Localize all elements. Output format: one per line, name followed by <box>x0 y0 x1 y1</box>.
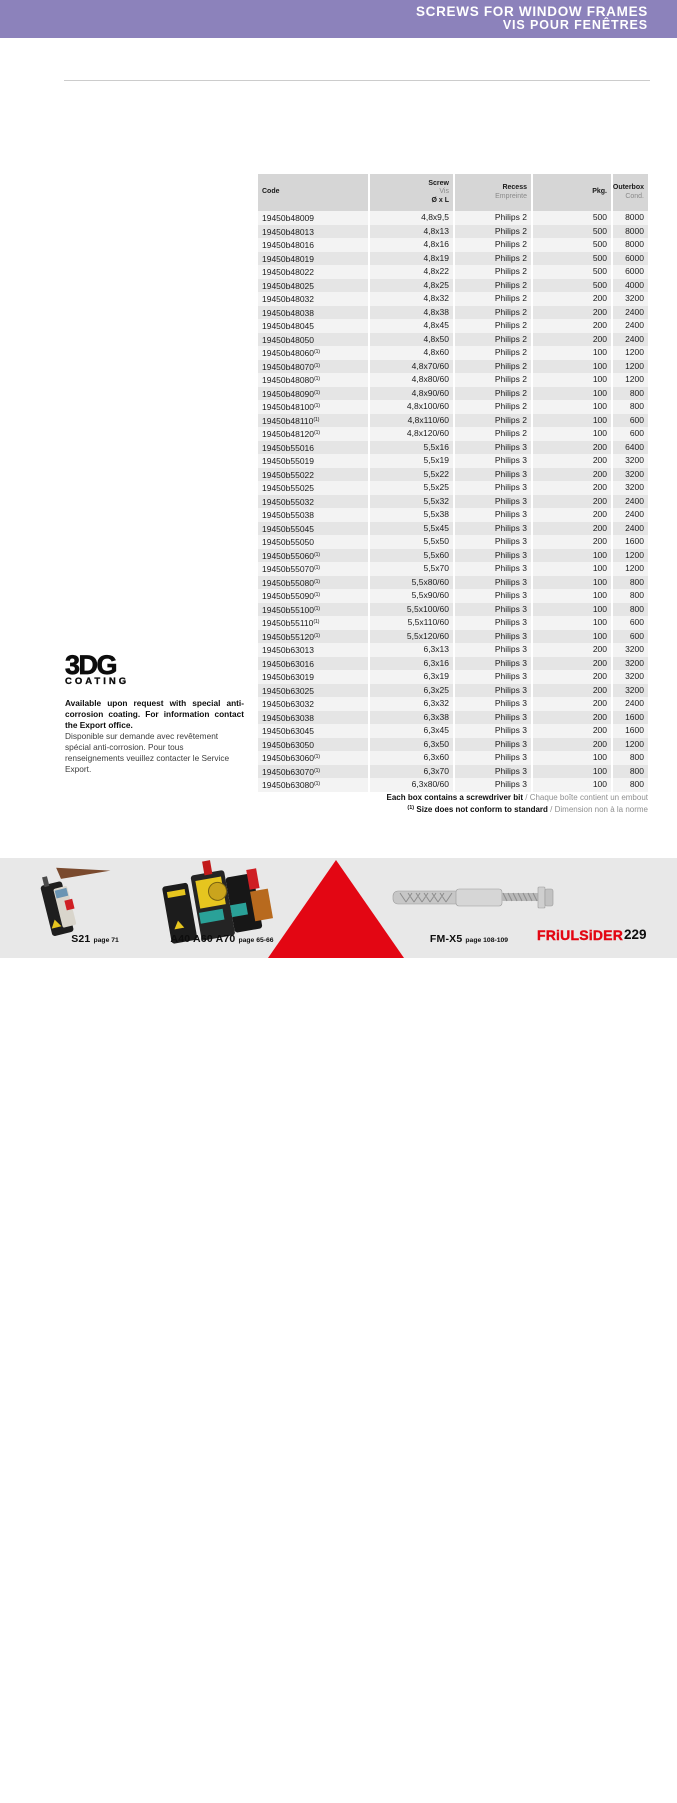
cell-pkg: 200 <box>533 441 613 455</box>
cell-pkg: 100 <box>533 360 613 374</box>
divider-line <box>64 80 650 81</box>
cell-recess: Philips 3 <box>455 657 533 671</box>
cell-outerbox: 800 <box>613 603 648 617</box>
cell-screw-size: 4,8x25 <box>370 279 455 293</box>
cell-pkg: 500 <box>533 225 613 239</box>
cell-screw-size: 4,8x32 <box>370 292 455 306</box>
table-row <box>258 373 648 387</box>
table-row <box>258 306 648 320</box>
cell-recess: Philips 2 <box>455 279 533 293</box>
cell-pkg: 500 <box>533 238 613 252</box>
cell-pkg: 100 <box>533 576 613 590</box>
cell-screw-size: 4,8x60 <box>370 346 455 360</box>
table-row <box>258 643 648 657</box>
cell-recess: Philips 3 <box>455 522 533 536</box>
cell-outerbox: 800 <box>613 778 648 792</box>
cell-recess: Philips 3 <box>455 724 533 738</box>
cell-code: 19450b55090$^{(1)}$ <box>258 589 370 603</box>
page-number: 229 <box>624 927 647 942</box>
table-row <box>258 279 648 293</box>
cell-code: 19450b55038 <box>258 508 370 522</box>
cell-screw-size: 4,8x22 <box>370 265 455 279</box>
cell-screw-size: 5,5x60 <box>370 549 455 563</box>
cell-pkg: 200 <box>533 454 613 468</box>
cell-screw-size: 5,5x38 <box>370 508 455 522</box>
cell-pkg: 200 <box>533 468 613 482</box>
cell-screw-size: 4,8x50 <box>370 333 455 347</box>
cell-recess: Philips 3 <box>455 549 533 563</box>
page-header <box>0 0 677 38</box>
cell-outerbox: 8000 <box>613 238 648 252</box>
cell-recess: Philips 2 <box>455 387 533 401</box>
cell-outerbox: 800 <box>613 400 648 414</box>
cell-screw-size: 4,8x70/60 <box>370 360 455 374</box>
cell-code: 19450b48019 <box>258 252 370 266</box>
cell-pkg: 500 <box>533 252 613 266</box>
cell-code: 19450b55060$^{(1)}$ <box>258 549 370 563</box>
cell-pkg: 100 <box>533 751 613 765</box>
table-row <box>258 711 648 725</box>
cell-recess: Philips 2 <box>455 414 533 428</box>
cell-screw-size: 6,3x70 <box>370 765 455 779</box>
cell-screw-size: 6,3x32 <box>370 697 455 711</box>
cell-screw-size: 4,8x120/60 <box>370 427 455 441</box>
cell-outerbox: 1600 <box>613 724 648 738</box>
cell-recess: Philips 3 <box>455 643 533 657</box>
cell-recess: Philips 2 <box>455 238 533 252</box>
cell-pkg: 100 <box>533 562 613 576</box>
cell-recess: Philips 2 <box>455 306 533 320</box>
cell-code: 19450b63070$^{(1)}$ <box>258 765 370 779</box>
cell-code: 19450b48045 <box>258 319 370 333</box>
table-row <box>258 684 648 698</box>
cell-pkg: 200 <box>533 657 613 671</box>
cell-recess: Philips 2 <box>455 400 533 414</box>
table-row <box>258 319 648 333</box>
page-title-block <box>416 6 648 31</box>
cell-outerbox: 1200 <box>613 562 648 576</box>
footnote-size-standard: $^{(1)}$ Size does not conform to standard / Dimension non à la norme <box>387 803 648 815</box>
cell-pkg: 200 <box>533 319 613 333</box>
table-row <box>258 724 648 738</box>
cell-code: 19450b55019 <box>258 454 370 468</box>
table-body <box>258 211 648 792</box>
page-title: SCREWS FOR WINDOW FRAMES <box>416 6 648 18</box>
table-row <box>258 697 648 711</box>
cell-pkg: 100 <box>533 400 613 414</box>
cell-recess: Philips 2 <box>455 333 533 347</box>
cell-recess: Philips 2 <box>455 292 533 306</box>
table-row <box>258 549 648 563</box>
table-row <box>258 778 648 792</box>
cell-pkg: 100 <box>533 549 613 563</box>
cell-screw-size: 5,5x50 <box>370 535 455 549</box>
table-row <box>258 238 648 252</box>
cell-code: 19450b63019 <box>258 670 370 684</box>
cell-code: 19450b55080$^{(1)}$ <box>258 576 370 590</box>
cell-code: 19450b48060$^{(1)}$ <box>258 346 370 360</box>
recommend-line-1: WE ALSO <box>276 1761 396 1772</box>
cell-screw-size: 5,5x25 <box>370 481 455 495</box>
col-header-code: Code <box>258 174 370 211</box>
cell-code: 19450b55050 <box>258 535 370 549</box>
table-row <box>258 387 648 401</box>
cell-code: 19450b48009 <box>258 211 370 225</box>
cell-pkg: 100 <box>533 427 613 441</box>
cell-pkg: 200 <box>533 684 613 698</box>
cell-pkg: 200 <box>533 495 613 509</box>
cell-screw-size: 4,8x13 <box>370 225 455 239</box>
s21-product-image <box>37 858 123 937</box>
col-header-outerbox: Outerbox Cond. <box>613 174 648 211</box>
cell-outerbox: 3200 <box>613 670 648 684</box>
cell-pkg: 100 <box>533 778 613 792</box>
table-row <box>258 225 648 239</box>
cell-pkg: 200 <box>533 711 613 725</box>
cell-outerbox: 2400 <box>613 306 648 320</box>
cell-code: 19450b55110$^{(1)}$ <box>258 616 370 630</box>
recommend-line-2: RECOMMEND <box>276 1772 396 1783</box>
cell-screw-size: 6,3x13 <box>370 643 455 657</box>
cell-screw-size: 5,5x80/60 <box>370 576 455 590</box>
cell-screw-size: 4,8x45 <box>370 319 455 333</box>
cell-pkg: 200 <box>533 697 613 711</box>
table-header-row <box>258 174 648 211</box>
table-row <box>258 630 648 644</box>
cell-screw-size: 5,5x32 <box>370 495 455 509</box>
cell-code: 19450b55100$^{(1)}$ <box>258 603 370 617</box>
table-row <box>258 603 648 617</box>
cell-screw-size: 6,3x25 <box>370 684 455 698</box>
table-row <box>258 522 648 536</box>
cell-outerbox: 1200 <box>613 360 648 374</box>
cell-screw-size: 6,3x38 <box>370 711 455 725</box>
cell-code: 19450b63038 <box>258 711 370 725</box>
footnote-screwdriver-bit: Each box contains a screwdriver bit / Chaque boîte contient un embout <box>387 792 648 803</box>
cell-outerbox: 2400 <box>613 522 648 536</box>
cell-screw-size: 5,5x120/60 <box>370 630 455 644</box>
cell-outerbox: 2400 <box>613 319 648 333</box>
cell-outerbox: 3200 <box>613 454 648 468</box>
col-header-pkg: Pkg. <box>533 174 613 211</box>
table-row <box>258 427 648 441</box>
cell-pkg: 500 <box>533 211 613 225</box>
cell-recess: Philips 2 <box>455 373 533 387</box>
cell-outerbox: 2400 <box>613 697 648 711</box>
table-row <box>258 211 648 225</box>
cell-code: 19450b48110$^{(1)}$ <box>258 414 370 428</box>
cell-recess: Philips 3 <box>455 454 533 468</box>
cell-recess: Philips 3 <box>455 711 533 725</box>
fm-x5-product-label: FM-X5 page 108-109 <box>409 929 529 947</box>
table-row <box>258 562 648 576</box>
cell-code: 19450b55016 <box>258 441 370 455</box>
cell-code: 19450b55070$^{(1)}$ <box>258 562 370 576</box>
cell-screw-size: 5,5x45 <box>370 522 455 536</box>
cell-outerbox: 800 <box>613 765 648 779</box>
cell-code: 19450b48050 <box>258 333 370 347</box>
cell-outerbox: 600 <box>613 630 648 644</box>
cell-outerbox: 3200 <box>613 657 648 671</box>
cell-code: 19450b63045 <box>258 724 370 738</box>
cell-pkg: 200 <box>533 292 613 306</box>
cell-recess: Philips 3 <box>455 778 533 792</box>
coating-logo: 3DG <box>65 654 244 676</box>
cell-outerbox: 3200 <box>613 643 648 657</box>
cell-recess: Philips 3 <box>455 697 533 711</box>
cell-screw-size: 6,3x50 <box>370 738 455 752</box>
cell-pkg: 100 <box>533 765 613 779</box>
friulsider-logo: FRiULSiDER <box>537 927 623 943</box>
cell-pkg: 100 <box>533 589 613 603</box>
cell-pkg: 200 <box>533 670 613 684</box>
cell-code: 19450b48022 <box>258 265 370 279</box>
cell-code: 19450b63016 <box>258 657 370 671</box>
col-header-screw: Screw Vis Ø x L <box>370 174 455 211</box>
table-row <box>258 441 648 455</box>
cell-recess: Philips 2 <box>455 265 533 279</box>
cell-outerbox: 2400 <box>613 495 648 509</box>
table-row <box>258 346 648 360</box>
cell-outerbox: 8000 <box>613 225 648 239</box>
cell-recess: Philips 2 <box>455 225 533 239</box>
cell-recess: Philips 3 <box>455 481 533 495</box>
table-row <box>258 738 648 752</box>
cell-outerbox: 6400 <box>613 441 648 455</box>
cell-pkg: 200 <box>533 508 613 522</box>
cell-screw-size: 4,8x16 <box>370 238 455 252</box>
cell-code: 19450b55045 <box>258 522 370 536</box>
cell-screw-size: 4,8x90/60 <box>370 387 455 401</box>
cell-outerbox: 4000 <box>613 279 648 293</box>
table-row <box>258 589 648 603</box>
cell-recess: Philips 3 <box>455 603 533 617</box>
cell-pkg: 200 <box>533 535 613 549</box>
cell-screw-size: 6,3x60 <box>370 751 455 765</box>
cell-outerbox: 6000 <box>613 265 648 279</box>
cell-screw-size: 5,5x16 <box>370 441 455 455</box>
cell-recess: Philips 3 <box>455 738 533 752</box>
cell-pkg: 100 <box>533 414 613 428</box>
cell-outerbox: 3200 <box>613 481 648 495</box>
cell-outerbox: 800 <box>613 387 648 401</box>
cell-recess: Philips 3 <box>455 468 533 482</box>
cell-recess: Philips 2 <box>455 346 533 360</box>
product-table <box>258 174 648 792</box>
cell-recess: Philips 3 <box>455 751 533 765</box>
cell-screw-size: 4,8x19 <box>370 252 455 266</box>
cell-screw-size: 4,8x80/60 <box>370 373 455 387</box>
cell-screw-size: 5,5x110/60 <box>370 616 455 630</box>
cell-outerbox: 3200 <box>613 468 648 482</box>
cell-code: 19450b63050 <box>258 738 370 752</box>
cell-code: 19450b55025 <box>258 481 370 495</box>
cell-screw-size: 5,5x100/60 <box>370 603 455 617</box>
cell-recess: Philips 3 <box>455 535 533 549</box>
cell-pkg: 100 <box>533 387 613 401</box>
cell-recess: Philips 3 <box>455 576 533 590</box>
recommend-line-3: CONSEILS <box>276 1782 396 1793</box>
cell-code: 19450b48120$^{(1)}$ <box>258 427 370 441</box>
cell-recess: Philips 3 <box>455 508 533 522</box>
cell-pkg: 200 <box>533 481 613 495</box>
cell-screw-size: 4,8x38 <box>370 306 455 320</box>
cell-recess: Philips 3 <box>455 495 533 509</box>
cell-code: 19450b48016 <box>258 238 370 252</box>
page-subtitle: VIS POUR FENÊTRES <box>416 19 648 31</box>
table-row <box>258 495 648 509</box>
cell-recess: Philips 2 <box>455 319 533 333</box>
cell-recess: Philips 2 <box>455 360 533 374</box>
cell-code: 19450b48090$^{(1)}$ <box>258 387 370 401</box>
table-row <box>258 751 648 765</box>
table-row <box>258 252 648 266</box>
cell-code: 19450b48080$^{(1)}$ <box>258 373 370 387</box>
cell-outerbox: 800 <box>613 751 648 765</box>
cell-code: 19450b63060$^{(1)}$ <box>258 751 370 765</box>
cell-outerbox: 8000 <box>613 211 648 225</box>
cell-pkg: 100 <box>533 603 613 617</box>
cell-recess: Philips 3 <box>455 562 533 576</box>
table-row <box>258 454 648 468</box>
table-row <box>258 481 648 495</box>
fm-x5-product-image <box>393 887 553 908</box>
cell-screw-size: 6,3x19 <box>370 670 455 684</box>
cell-code: 19450b48025 <box>258 279 370 293</box>
cell-code: 19450b63013 <box>258 643 370 657</box>
table-row <box>258 670 648 684</box>
cell-recess: Philips 3 <box>455 684 533 698</box>
cell-recess: Philips 2 <box>455 252 533 266</box>
cell-recess: Philips 3 <box>455 670 533 684</box>
table-row <box>258 765 648 779</box>
cell-pkg: 200 <box>533 724 613 738</box>
cell-outerbox: 2400 <box>613 508 648 522</box>
coating-info-block <box>65 654 244 775</box>
cell-outerbox: 600 <box>613 616 648 630</box>
cell-screw-size: 4,8x9,5 <box>370 211 455 225</box>
table-row <box>258 616 648 630</box>
cell-recess: Philips 2 <box>455 211 533 225</box>
recommend-line-4: D'ACHAT <box>276 1793 396 1803</box>
cell-pkg: 200 <box>533 333 613 347</box>
cell-code: 19450b48070$^{(1)}$ <box>258 360 370 374</box>
recommend-triangle-text <box>276 1761 396 1803</box>
table-row <box>258 576 648 590</box>
cell-pkg: 100 <box>533 346 613 360</box>
table-row <box>258 535 648 549</box>
cell-outerbox: 800 <box>613 576 648 590</box>
cell-code: 19450b63032 <box>258 697 370 711</box>
cell-code: 19450b55032 <box>258 495 370 509</box>
cell-screw-size: 5,5x90/60 <box>370 589 455 603</box>
cell-code: 19450b48032 <box>258 292 370 306</box>
cell-screw-size: 6,3x16 <box>370 657 455 671</box>
table-row <box>258 265 648 279</box>
cell-outerbox: 600 <box>613 427 648 441</box>
cell-recess: Philips 3 <box>455 765 533 779</box>
table-row <box>258 414 648 428</box>
cell-outerbox: 1200 <box>613 738 648 752</box>
cell-outerbox: 800 <box>613 589 648 603</box>
cell-code: 19450b48100$^{(1)}$ <box>258 400 370 414</box>
cell-recess: Philips 3 <box>455 589 533 603</box>
cell-outerbox: 2400 <box>613 333 648 347</box>
table-row <box>258 468 648 482</box>
s21-product-label: S21 page 71 <box>45 929 145 947</box>
cell-outerbox: 6000 <box>613 252 648 266</box>
table-row <box>258 657 648 671</box>
cell-pkg: 200 <box>533 643 613 657</box>
coating-text-en: Available upon request with special anti-corrosion coating. For information contact the Export office. <box>65 698 244 730</box>
table-row <box>258 508 648 522</box>
coating-logo-subtitle: COATING <box>65 676 244 687</box>
cell-recess: Philips 3 <box>455 616 533 630</box>
col-header-recess: Recess Empreinte <box>455 174 533 211</box>
cell-screw-size: 5,5x70 <box>370 562 455 576</box>
cell-screw-size: 5,5x22 <box>370 468 455 482</box>
cell-screw-size: 5,5x19 <box>370 454 455 468</box>
cell-recess: Philips 3 <box>455 630 533 644</box>
cell-pkg: 100 <box>533 616 613 630</box>
cell-outerbox: 1200 <box>613 373 648 387</box>
table-row <box>258 292 648 306</box>
cell-pkg: 200 <box>533 522 613 536</box>
cell-recess: Philips 2 <box>455 427 533 441</box>
cell-outerbox: 3200 <box>613 292 648 306</box>
cell-outerbox: 1600 <box>613 711 648 725</box>
a40-product-label: A40 A60 A70 page 65-66 <box>152 929 292 947</box>
cell-pkg: 500 <box>533 279 613 293</box>
cell-code: 19450b48013 <box>258 225 370 239</box>
cell-screw-size: 4,8x110/60 <box>370 414 455 428</box>
cell-outerbox: 3200 <box>613 684 648 698</box>
cell-outerbox: 1200 <box>613 549 648 563</box>
cell-pkg: 500 <box>533 265 613 279</box>
cell-screw-size: 4,8x100/60 <box>370 400 455 414</box>
cell-outerbox: 600 <box>613 414 648 428</box>
cell-pkg: 100 <box>533 630 613 644</box>
cell-pkg: 100 <box>533 373 613 387</box>
table-row <box>258 400 648 414</box>
cell-recess: Philips 3 <box>455 441 533 455</box>
cell-pkg: 200 <box>533 738 613 752</box>
cell-pkg: 200 <box>533 306 613 320</box>
cell-code: 19450b55022 <box>258 468 370 482</box>
table-row <box>258 360 648 374</box>
cell-outerbox: 1200 <box>613 346 648 360</box>
table-row <box>258 333 648 347</box>
cell-code: 19450b48038 <box>258 306 370 320</box>
cell-outerbox: 1600 <box>613 535 648 549</box>
cell-screw-size: 6,3x45 <box>370 724 455 738</box>
cell-code: 19450b63025 <box>258 684 370 698</box>
table-footnotes <box>387 792 648 815</box>
cell-code: 19450b63080$^{(1)}$ <box>258 778 370 792</box>
cell-screw-size: 6,3x80/60 <box>370 778 455 792</box>
cell-code: 19450b55120$^{(1)}$ <box>258 630 370 644</box>
coating-text-fr: Disponible sur demande avec revêtement spécial anti-corrosion. Pour tous renseignements veuillez contacter le Service Export. <box>65 731 244 774</box>
